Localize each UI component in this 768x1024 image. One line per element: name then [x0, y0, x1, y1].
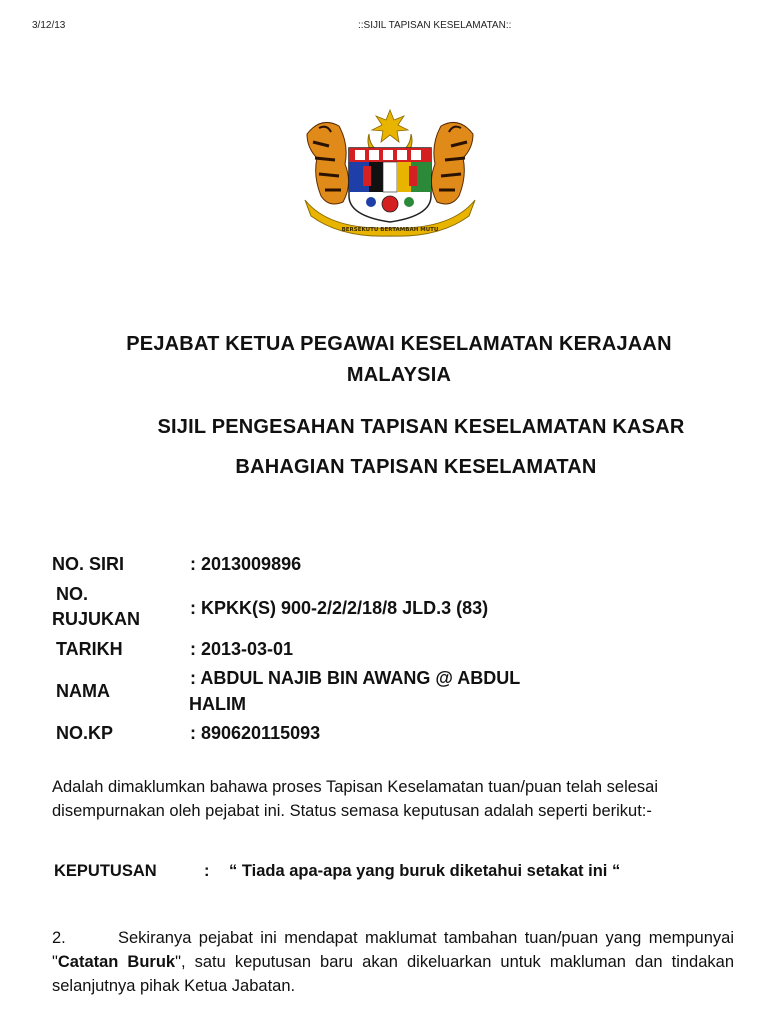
field-label-rujukan-line1: NO. — [56, 584, 89, 604]
field-value-nama-line1: : ABDUL NAJIB BIN AWANG @ ABDUL — [190, 668, 521, 688]
field-label-rujukan-line2: RUJUKAN — [52, 609, 141, 629]
field-label-nama: NAMA — [56, 681, 110, 701]
print-page-title: ::SIJIL TAPISAN KESELAMATAN:: — [358, 20, 512, 31]
decision-value: “ Tiada apa-apa yang buruk diketahui setakat ini “ — [229, 862, 621, 880]
field-label-kp: NO.KP — [56, 723, 114, 743]
paragraph-2 — [52, 926, 734, 998]
print-header — [32, 20, 736, 34]
field-value-tarikh: : 2013-03-01 — [190, 639, 294, 659]
paragraph-2-text-after: ", satu keputusan baru akan dikeluarkan untuk makluman dan tindakan selanjutnya pihak Ketua Jabatan. — [52, 953, 734, 995]
paragraph-2-text-before: Sekiranya pejabat ini mendapat maklumat tambahan tuan/puan yang mempunyai " — [52, 929, 734, 971]
svg-text:BERSEKUTU BERTAMBAH MUTU: BERSEKUTU BERTAMBAH MUTU — [341, 227, 439, 233]
print-date: 3/12/13 — [32, 20, 66, 31]
decision-colon: : — [204, 862, 210, 880]
certificate-title: SIJIL PENGESAHAN TAPISAN KESELAMATAN KASAR — [157, 416, 685, 438]
field-label-siri: NO. SIRI — [52, 554, 125, 574]
paragraph-2-bold-term: Catatan Buruk — [57, 953, 176, 971]
decision-label: KEPUTUSAN — [54, 862, 157, 880]
paragraph-2-number: 2. — [52, 929, 66, 947]
intro-line1: Adalah dimaklumkan bahawa proses Tapisan Keselamatan tuan/puan telah selesai — [52, 778, 659, 796]
field-label-tarikh: TARIKH — [56, 639, 123, 659]
field-value-rujukan: : KPKK(S) 900-2/2/2/18/8 JLD.3 (83) — [190, 598, 489, 618]
intro-line2: disempurnakan oleh pejabat ini. Status semasa keputusan adalah seperti berikut:- — [52, 802, 652, 820]
malaysia-coat-of-arms-logo — [299, 104, 481, 238]
office-title-line1: PEJABAT KETUA PEGAWAI KESELAMATAN KERAJAAN — [126, 333, 672, 355]
office-title-line2: MALAYSIA — [346, 364, 452, 386]
field-value-siri: : 2013009896 — [190, 554, 302, 574]
field-value-nama-line2: HALIM — [189, 694, 246, 714]
intro-paragraph — [52, 775, 742, 823]
division-title: BAHAGIAN TAPISAN KESELAMATAN — [235, 456, 597, 478]
field-value-kp: : 890620115093 — [190, 723, 321, 743]
